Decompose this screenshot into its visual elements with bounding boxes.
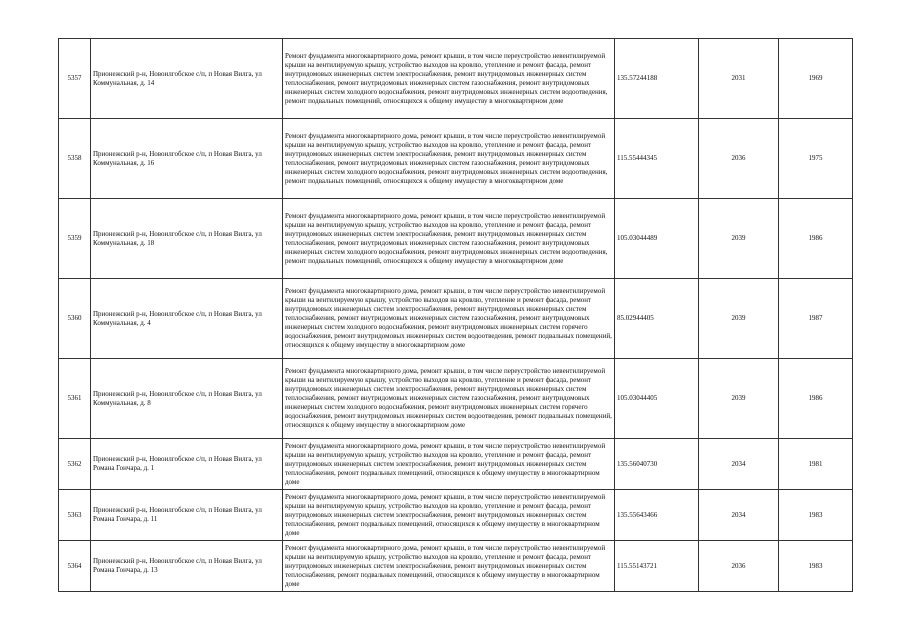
table-row (59, 359, 853, 439)
repair-cost: 85.02944405 (615, 279, 699, 359)
row-number: 5361 (59, 359, 91, 439)
planned-year: 2039 (699, 199, 779, 279)
capital-repair-table (58, 38, 853, 592)
repair-cost: 115.55444345 (615, 119, 699, 199)
house-address: Прионежский р-н, Новоилгобское с/п, п Новая Вилга, ул Коммунальная, д. 18 (91, 199, 283, 279)
row-number: 5363 (59, 490, 91, 541)
repair-cost: 135.56040730 (615, 439, 699, 490)
construction-year: 1983 (779, 541, 853, 592)
repair-cost: 105.03044405 (615, 359, 699, 439)
planned-year: 2036 (699, 119, 779, 199)
construction-year: 1986 (779, 199, 853, 279)
repair-cost: 135.55643466 (615, 490, 699, 541)
table-row (59, 279, 853, 359)
house-address: Прионежский р-н, Новоилгобское с/п, п Новая Вилга, ул Романа Гончара, д. 1 (91, 439, 283, 490)
construction-year: 1983 (779, 490, 853, 541)
table-row (59, 490, 853, 541)
row-number: 5359 (59, 199, 91, 279)
house-address: Прионежский р-н, Новоилгобское с/п, п Новая Вилга, ул Коммунальная, д. 4 (91, 279, 283, 359)
house-address: Прионежский р-н, Новоилгобское с/п, п Новая Вилга, ул Коммунальная, д. 16 (91, 119, 283, 199)
row-number: 5358 (59, 119, 91, 199)
planned-year: 2036 (699, 541, 779, 592)
planned-year: 2039 (699, 359, 779, 439)
repair-works: Ремонт фундамента многоквартирного дома, ремонт крыши, в том числе переустройство невентилируемой крыши на вентилируемую крышу, устройство выходов на кровлю, утепление и ремонт фасада, ремонт внутридомовых инженерных систем электроснабжения, ремонт внутридомовых инженерных систем теплоснабжения, ремонт подвальных помещений, относящихся к общему имуществу в многоквартирном доме (283, 541, 615, 592)
planned-year: 2031 (699, 39, 779, 119)
repair-works: Ремонт фундамента многоквартирного дома, ремонт крыши, в том числе переустройство невентилируемой крыши на вентилируемую крышу, устройство выходов на кровлю, утепление и ремонт фасада, ремонт внутридомовых инженерных систем электроснабжения, ремонт внутридомовых инженерных систем теплоснабжения, ремонт внутридомовых инженерных систем газоснабжения, ремонт внутридомовых инженерных систем холодного водоснабжения, ремонт внутридомовых инженерных систем водоотведения, ремонт подвальных помещений, относящихся к общему имуществу в многоквартирном доме (283, 119, 615, 199)
table-row (59, 119, 853, 199)
table-row (59, 439, 853, 490)
row-number: 5364 (59, 541, 91, 592)
construction-year: 1969 (779, 39, 853, 119)
row-number: 5362 (59, 439, 91, 490)
construction-year: 1981 (779, 439, 853, 490)
construction-year: 1975 (779, 119, 853, 199)
repair-cost: 105.03044489 (615, 199, 699, 279)
repair-works: Ремонт фундамента многоквартирного дома, ремонт крыши, в том числе переустройство невентилируемой крыши на вентилируемую крышу, устройство выходов на кровлю, утепление и ремонт фасада, ремонт внутридомовых инженерных систем электроснабжения, ремонт внутридомовых инженерных систем теплоснабжения, ремонт внутридомовых инженерных систем газоснабжения, ремонт внутридомовых инженерных систем холодного водоснабжения, ремонт внутридомовых инженерных систем горячего водоснабжения, ремонт внутридомовых инженерных систем водоотведения, ремонт подвальных помещений, относящихся к общему имуществу в многоквартирном доме (283, 279, 615, 359)
row-number: 5360 (59, 279, 91, 359)
repair-works: Ремонт фундамента многоквартирного дома, ремонт крыши, в том числе переустройство невентилируемой крыши на вентилируемую крышу, устройство выходов на кровлю, утепление и ремонт фасада, ремонт внутридомовых инженерных систем электроснабжения, ремонт внутридомовых инженерных систем теплоснабжения, ремонт подвальных помещений, относящихся к общему имуществу в многоквартирном доме (283, 490, 615, 541)
repair-cost: 135.57244188 (615, 39, 699, 119)
repair-works: Ремонт фундамента многоквартирного дома, ремонт крыши, в том числе переустройство невентилируемой крыши на вентилируемую крышу, устройство выходов на кровлю, утепление и ремонт фасада, ремонт внутридомовых инженерных систем электроснабжения, ремонт внутридомовых инженерных систем теплоснабжения, ремонт внутридомовых инженерных систем газоснабжения, ремонт внутридомовых инженерных систем холодного водоснабжения, ремонт внутридомовых инженерных систем водоотведения, ремонт подвальных помещений, относящихся к общему имуществу в многоквартирном доме (283, 39, 615, 119)
construction-year: 1987 (779, 279, 853, 359)
house-address: Прионежский р-н, Новоилгобское с/п, п Новая Вилга, ул Романа Гончара, д. 11 (91, 490, 283, 541)
planned-year: 2039 (699, 279, 779, 359)
row-number: 5357 (59, 39, 91, 119)
house-address: Прионежский р-н, Новоилгобское с/п, п Новая Вилга, ул Коммунальная, д. 8 (91, 359, 283, 439)
planned-year: 2034 (699, 439, 779, 490)
construction-year: 1986 (779, 359, 853, 439)
house-address: Прионежский р-н, Новоилгобское с/п, п Новая Вилга, ул Романа Гончара, д. 13 (91, 541, 283, 592)
repair-works: Ремонт фундамента многоквартирного дома, ремонт крыши, в том числе переустройство невентилируемой крыши на вентилируемую крышу, устройство выходов на кровлю, утепление и ремонт фасада, ремонт внутридомовых инженерных систем электроснабжения, ремонт внутридомовых инженерных систем теплоснабжения, ремонт внутридомовых инженерных систем газоснабжения, ремонт внутридомовых инженерных систем холодного водоснабжения, ремонт внутридомовых инженерных систем водоотведения, ремонт подвальных помещений, относящихся к общему имуществу в многоквартирном доме (283, 199, 615, 279)
house-address: Прионежский р-н, Новоилгобское с/п, п Новая Вилга, ул Коммунальная, д. 14 (91, 39, 283, 119)
table-row (59, 39, 853, 119)
planned-year: 2034 (699, 490, 779, 541)
repair-works: Ремонт фундамента многоквартирного дома, ремонт крыши, в том числе переустройство невентилируемой крыши на вентилируемую крышу, устройство выходов на кровлю, утепление и ремонт фасада, ремонт внутридомовых инженерных систем электроснабжения, ремонт внутридомовых инженерных систем теплоснабжения, ремонт подвальных помещений, относящихся к общему имуществу в многоквартирном доме (283, 439, 615, 490)
table-row (59, 199, 853, 279)
repair-works: Ремонт фундамента многоквартирного дома, ремонт крыши, в том числе переустройство невентилируемой крыши на вентилируемую крышу, устройство выходов на кровлю, утепление и ремонт фасада, ремонт внутридомовых инженерных систем электроснабжения, ремонт внутридомовых инженерных систем теплоснабжения, ремонт внутридомовых инженерных систем газоснабжения, ремонт внутридомовых инженерных систем холодного водоснабжения, ремонт внутридомовых инженерных систем горячего водоснабжения, ремонт внутридомовых инженерных систем водоотведения, ремонт подвальных помещений, относящихся к общему имуществу в многоквартирном доме (283, 359, 615, 439)
table-row (59, 541, 853, 592)
repair-cost: 115.55143721 (615, 541, 699, 592)
